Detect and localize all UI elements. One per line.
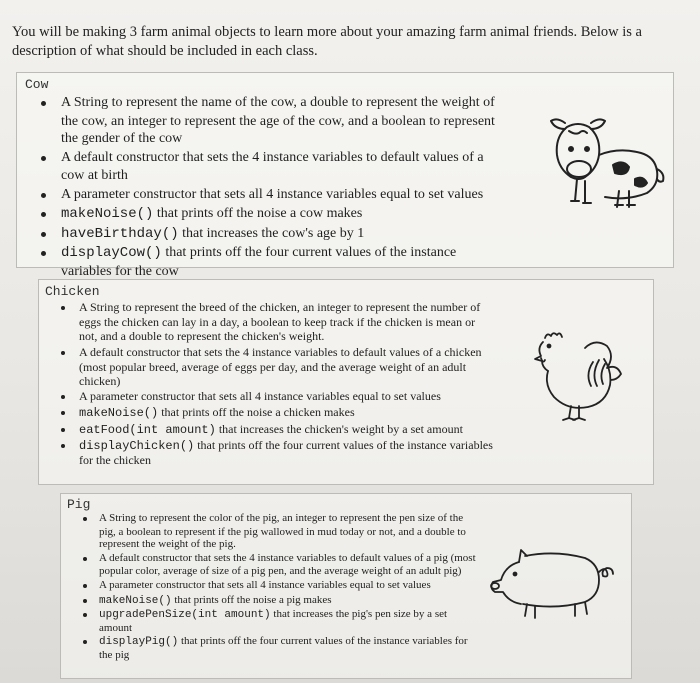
list-item (61, 205, 507, 224)
cow-class-card (16, 72, 674, 279)
bullet-list (99, 512, 477, 662)
item-text: that prints off the noise a pig makes (171, 593, 332, 606)
list-item (79, 345, 494, 389)
item-text: A parameter constructor that sets all 4 instance variables equal to set values (79, 389, 441, 404)
list-item (99, 594, 477, 608)
item-text: A default constructor that sets the 4 instance variables to default values of a chicken (most popular breed, average of eggs per day, and the average weight of an adult chicken) (79, 344, 482, 389)
code-text: haveBirthday() (61, 225, 179, 242)
list-item (61, 94, 507, 148)
card-title: Pig (67, 497, 91, 512)
list-item (61, 149, 507, 185)
bullet-list (61, 94, 507, 280)
code-text: upgradePenSize(int amount) (99, 609, 271, 622)
list-item (99, 579, 477, 593)
list-item (61, 244, 507, 280)
chicken-icon (527, 330, 627, 440)
list-item (79, 438, 494, 467)
code-text: makeNoise() (61, 206, 154, 222)
card-title: Chicken (45, 284, 100, 299)
item-text: that increases the pig's pen size by a set amount (99, 608, 448, 634)
intro-text: You will be making 3 farm animal objects to learn more about your amazing farm animal friends. Below is a description of what should be included in each class. (12, 23, 642, 59)
bullet-list (79, 300, 494, 467)
list-item (79, 300, 494, 344)
chicken-class-card (38, 279, 654, 485)
list-item (99, 552, 477, 578)
code-text: displayPig() (99, 636, 179, 649)
cow-icon (537, 109, 667, 219)
list-item (79, 389, 494, 404)
list-item (61, 225, 507, 244)
list-item (79, 422, 494, 437)
item-text: A parameter constructor that sets all 4 instance variables equal to set values (61, 186, 484, 202)
pig-icon (487, 548, 623, 624)
item-text: that increases the chicken's weight by a set amount (215, 421, 463, 436)
item-text: A default constructor that sets the 4 instance variables to default values of a pig (most popular color, average of size of a pig pen, and the average weight of an adult pig) (99, 551, 476, 578)
code-text: eatFood(int amount) (79, 422, 216, 437)
code-text: makeNoise() (79, 406, 159, 421)
item-text: A parameter constructor that sets all 4 instance variables equal to set values (99, 578, 431, 591)
list-item (99, 512, 477, 551)
item-text: that prints off the four current values of the instance variables for the cow (61, 245, 457, 279)
code-text: makeNoise() (99, 594, 172, 607)
list-item (99, 635, 477, 661)
code-text: displayCow() (61, 245, 162, 261)
item-text: A String to represent the color of the pig, an integer to represent the pen size of the pig, a boolean to represent if the pig wallowed in mud today or not, and a double to represent the weight of the pig. (99, 512, 466, 551)
item-text: that increases the cow's age by 1 (178, 225, 365, 241)
card-title: Cow (25, 77, 49, 92)
item-text: that prints off the noise a cow makes (153, 206, 363, 221)
item-text: that prints off the four current values of the instance variables for the chicken (79, 437, 493, 468)
item-text: A default constructor that sets the 4 instance variables to default values of a cow at birth (61, 149, 484, 183)
list-item (99, 608, 477, 634)
pig-class-card (60, 493, 632, 679)
item-text: that prints off the noise a chicken makes (158, 405, 355, 420)
item-text: A String to represent the breed of the chicken, an integer to represent the number of eggs the chicken can lay in a day, a boolean to keep track if the chicken is mean or not, and a double to represent the chicken's weight. (79, 300, 481, 344)
list-item (61, 186, 507, 205)
code-text: displayChicken() (79, 438, 195, 453)
list-item (79, 405, 494, 420)
item-text: A String to represent the name of the cow, a double to represent the weight of the cow, an integer to represent the age of the cow, and a boolean to represent the gender of the cow (61, 95, 495, 146)
item-text: that prints off the four current values of the instance variables for the pig (99, 635, 468, 661)
